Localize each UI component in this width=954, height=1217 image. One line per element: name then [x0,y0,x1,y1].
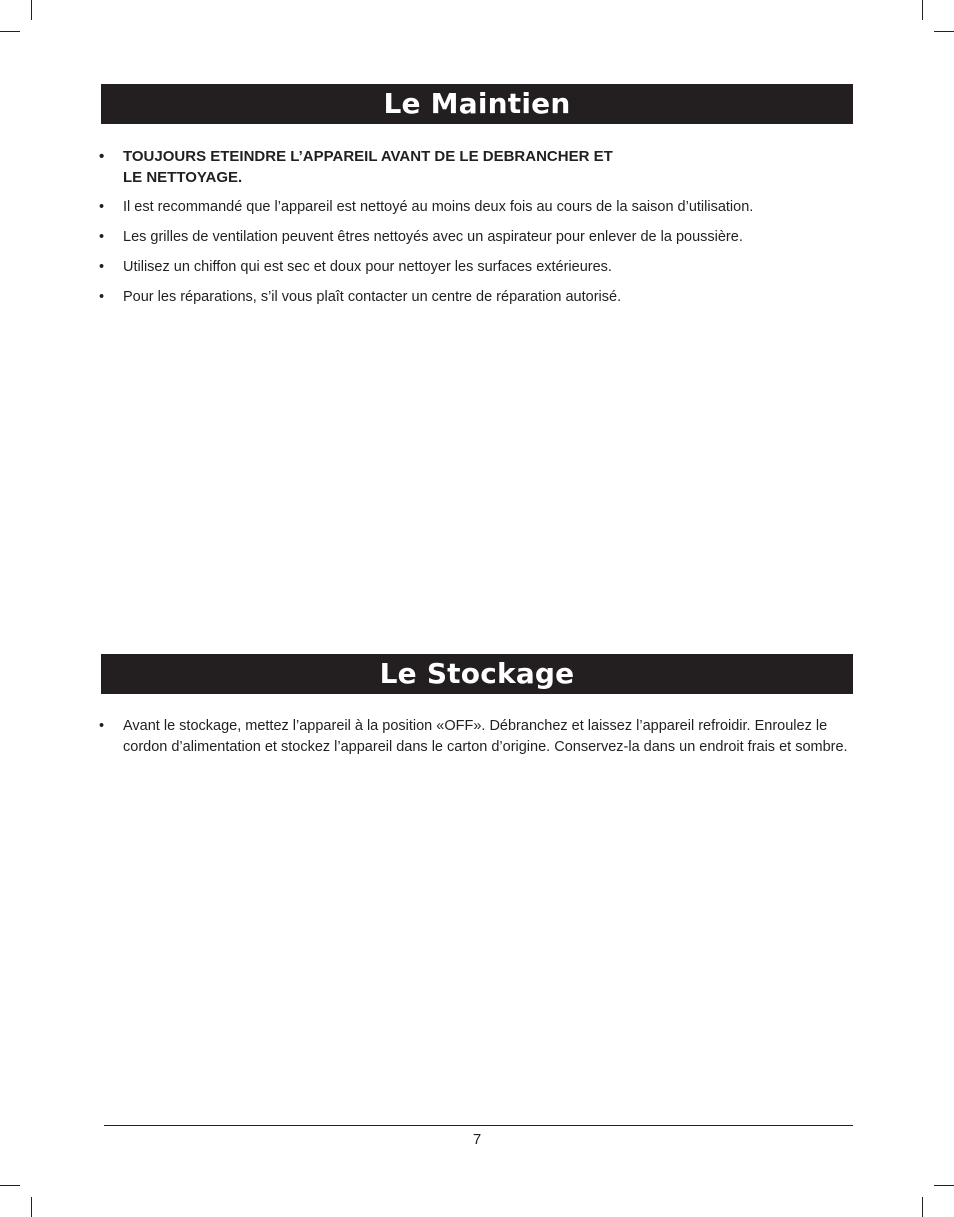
maintenance-list [99,146,859,317]
bullet-icon: • [99,148,105,165]
storage-header [101,654,853,694]
list-item [99,287,859,308]
list-item [99,716,859,758]
list-item [99,257,859,278]
list-item [99,227,859,248]
list-item-text: Pour les réparations, s’il vous plaît contacter un centre de réparation autorisé. [123,289,622,305]
crop-mark [922,0,923,20]
crop-mark [934,31,954,32]
warning-line-1: TOUJOURS ETEINDRE L’APPAREIL AVANT DE LE DEBRANCHER ET [123,148,613,165]
page-number: 7 [472,1131,482,1148]
bullet-icon: • [99,289,105,305]
crop-mark [934,1185,954,1186]
maintenance-header [101,84,853,124]
list-item-text: Il est recommandé que l’appareil est nettoyé au moins deux fois au cours de la saison d’utilisation. [123,199,754,215]
warning-line-2: LE NETTOYAGE. [123,169,243,186]
crop-mark [31,0,32,20]
bullet-icon: • [99,718,105,734]
bullet-icon: • [99,259,105,275]
bullet-icon: • [99,229,105,245]
storage-list [99,716,859,758]
list-item [99,197,859,218]
maintenance-title: Le Maintien [383,87,571,120]
list-item-text: Utilisez un chiffon qui est sec et doux pour nettoyer les surfaces extérieures. [123,259,612,275]
bullet-icon: • [99,199,105,215]
list-item-text: Avant le stockage, mettez l’appareil à la position «OFF». Débranchez et laissez l’appareil refroidir. Enroulez le cordon d’alimentation et stockez l’appareil dans le carton d’origine. Conservez-la dans un endroit frais et sombre. [123,718,848,755]
storage-title: Le Stockage [379,657,575,690]
footer-divider [104,1125,853,1126]
crop-mark [0,31,20,32]
crop-mark [31,1197,32,1217]
list-item [99,146,859,188]
list-item-text: Les grilles de ventilation peuvent êtres nettoyés avec un aspirateur pour enlever de la poussière. [123,229,743,245]
crop-mark [0,1185,20,1186]
crop-mark [922,1197,923,1217]
